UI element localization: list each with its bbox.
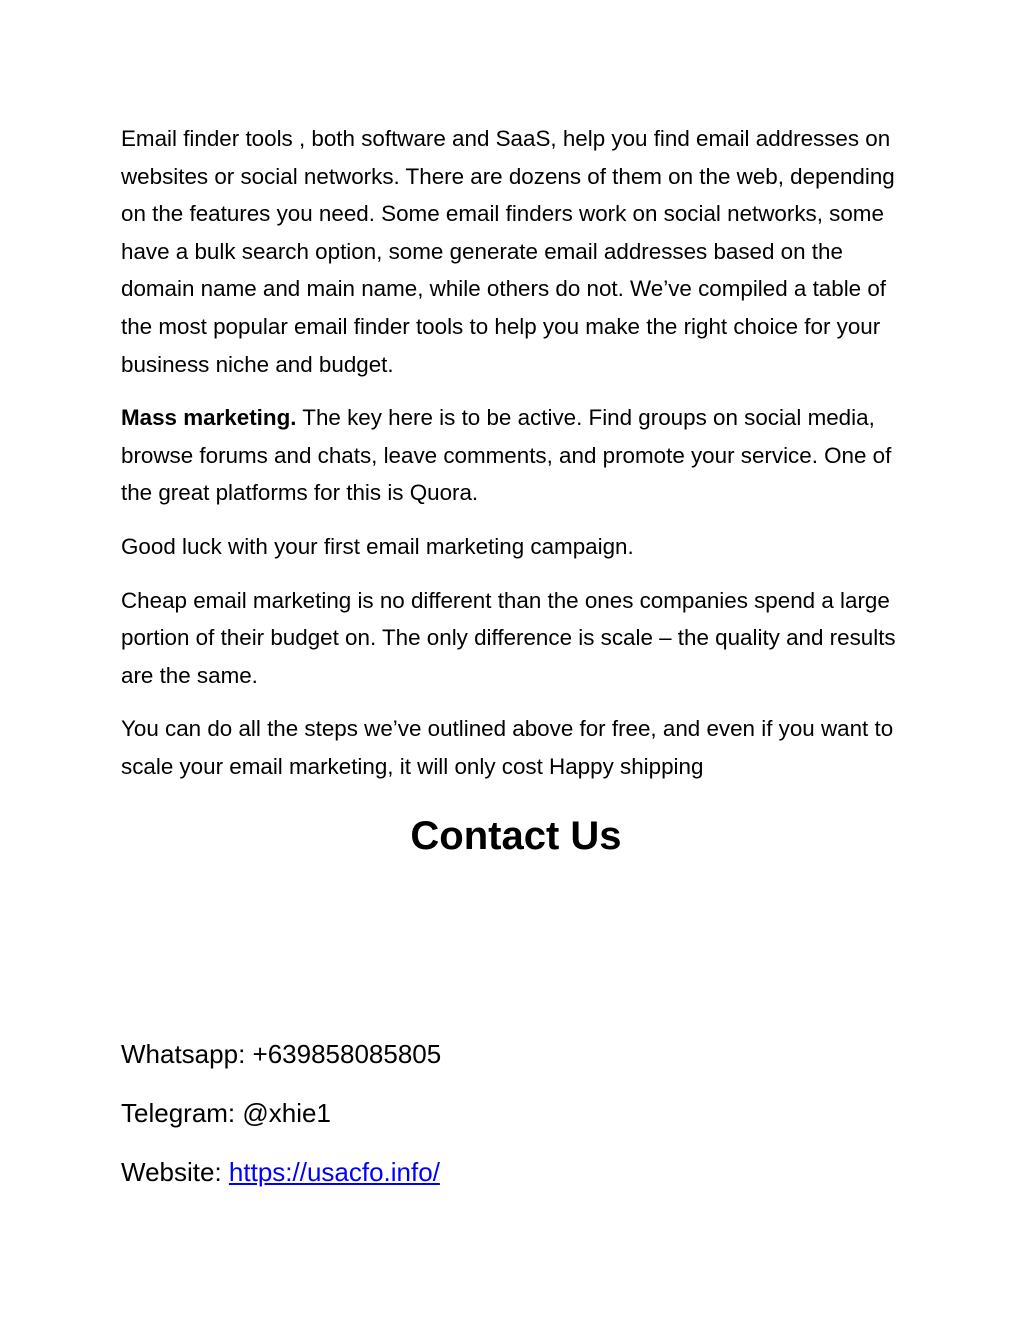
paragraph-good-luck: Good luck with your first email marketing campaign.: [121, 533, 634, 559]
contact-section: [121, 1032, 911, 1209]
whatsapp-line: Whatsapp: +639858085805: [121, 1039, 442, 1069]
mass-marketing-label: Mass marketing.: [121, 405, 297, 431]
website-link[interactable]: https://usacfo.info/: [228, 1157, 440, 1187]
mass-marketing-text: The key here is to be active. Find groups on social media, browse forums and chats, leave comments, and promote your service. One of the great platforms for this is Quora.: [121, 405, 892, 506]
paragraph-email-finder-tools: Email finder tools , both software and SaaS, help you find email addresses on websites or social networks. There are dozens of them on the web, depending on the features you need. Some email finders work on social networks, some have a bulk search option, some generate email addresses based on the domain name and main name, while others do not. We’ve compiled a table of the most popular email finder tools to help you make the right choice for your business niche and budget.: [121, 126, 895, 377]
website-label: Website:: [121, 1157, 229, 1187]
paragraph-free-steps: You can do all the steps we’ve outlined above for free, and even if you want to scale your email marketing, it will only cost Happy shipping: [121, 716, 894, 779]
website-line: [121, 1150, 911, 1194]
paragraph-cheap-email-marketing: Cheap email marketing is no different than the ones companies spend a large portion of their budget on. The only difference is scale – the quality and results are the same.: [121, 587, 896, 688]
telegram-line: Telegram: @xhie1: [121, 1098, 331, 1128]
contact-us-heading: Contact Us: [410, 813, 622, 858]
article-body: [121, 120, 911, 864]
paragraph-mass-marketing: [121, 399, 911, 512]
